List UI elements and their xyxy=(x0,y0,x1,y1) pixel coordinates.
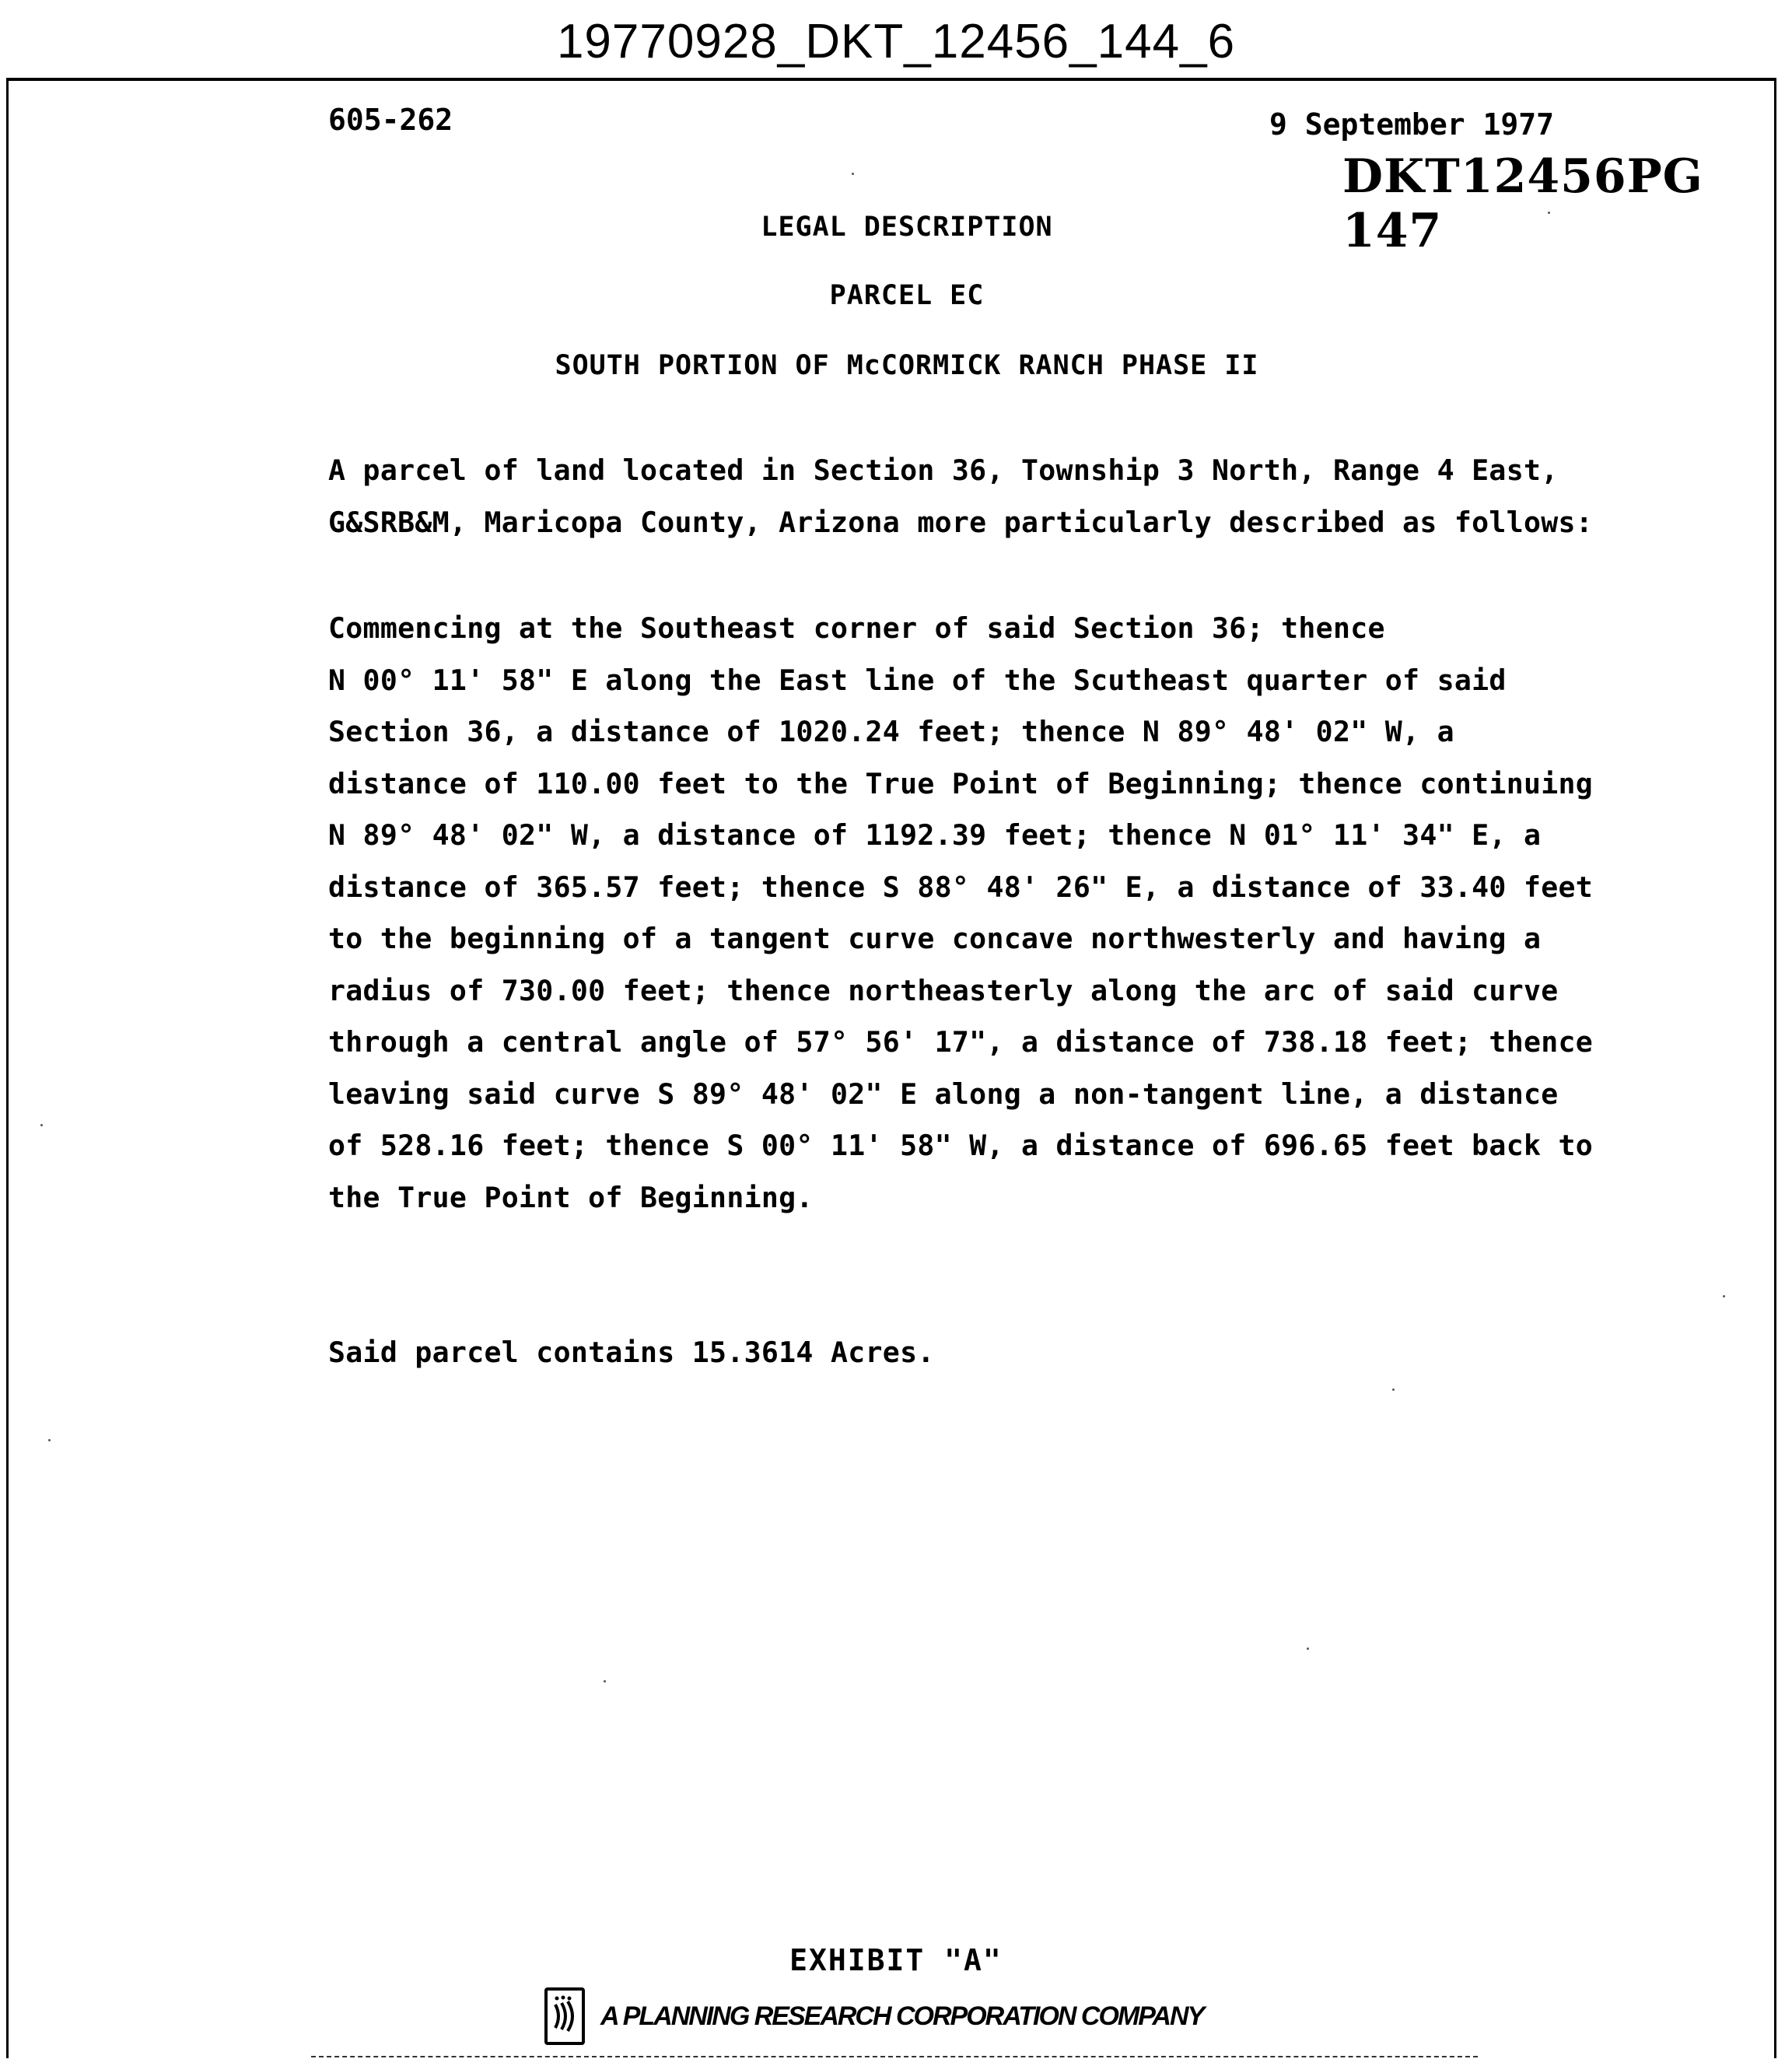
exhibit-label: EXHIBIT "A" xyxy=(789,1943,1003,1977)
company-logo-icon xyxy=(544,1987,585,2045)
docket-stamp: DKT12456PG 147 xyxy=(1342,149,1703,258)
document-date: 9 September 1977 xyxy=(1269,107,1555,142)
paragraph-line: to the beginning of a tangent curve concave northwesterly and having a xyxy=(328,922,1542,955)
document-id-header: 19770928_DKT_12456_144_6 xyxy=(556,15,1236,68)
paragraph-line: distance of 110.00 feet to the True Point of Beginning; thence continuing xyxy=(328,766,1594,800)
paragraph-line: of 528.16 feet; thence S 00° 11' 58" W, a distance of 696.65 feet back to xyxy=(328,1129,1594,1162)
paragraph-line: G&SRB&M, Maricopa County, Arizona more particularly described as follows: xyxy=(328,505,1594,539)
paragraph-line: radius of 730.00 feet; thence northeasterly along the arc of said curve xyxy=(328,973,1559,1007)
parcel-heading: PARCEL EC xyxy=(829,280,985,311)
scan-speck xyxy=(48,1439,51,1441)
scan-speck xyxy=(1307,1648,1309,1650)
paragraph-line: Said parcel contains 15.3614 Acres. xyxy=(328,1336,935,1369)
company-name: A PLANNING RESEARCH CORPORATION COMPANY xyxy=(600,2001,1204,2031)
paragraph-line: N 89° 48' 02" W, a distance of 1192.39 feet; thence N 01° 11' 34" E, a xyxy=(328,818,1542,852)
metes-and-bounds-paragraph xyxy=(328,603,1666,1224)
scan-speck xyxy=(604,1680,606,1683)
scan-speck xyxy=(852,173,854,175)
paragraph-line: Section 36, a distance of 1020.24 feet; thence N 89° 48' 02" W, a xyxy=(328,715,1454,748)
parcel-location-paragraph xyxy=(328,445,1666,548)
scan-speck xyxy=(1548,212,1550,214)
location-heading: SOUTH PORTION OF McCORMICK RANCH PHASE II xyxy=(555,350,1259,381)
scan-bottom-edge xyxy=(311,2056,1478,2057)
reference-number: 605-262 xyxy=(328,103,453,137)
paragraph-line: A parcel of land located in Section 36, Township 3 North, Range 4 East, xyxy=(328,453,1559,487)
scan-speck xyxy=(40,1124,43,1126)
acreage-paragraph xyxy=(328,1327,1666,1379)
paragraph-line: leaving said curve S 89° 48' 02" E along a non-tangent line, a distance xyxy=(328,1077,1559,1111)
paragraph-line: Commencing at the Southeast corner of said Section 36; thence xyxy=(328,611,1385,645)
paragraph-line: the True Point of Beginning. xyxy=(328,1180,814,1214)
legal-description-heading: LEGAL DESCRIPTION xyxy=(761,212,1053,243)
scan-speck xyxy=(1723,1295,1725,1297)
company-footer xyxy=(544,1987,1203,2045)
scan-speck xyxy=(1392,1388,1395,1391)
paragraph-line: through a central angle of 57° 56' 17", a distance of 738.18 feet; thence xyxy=(328,1025,1594,1059)
paragraph-line: N 00° 11' 58" E along the East line of the Scutheast quarter of said xyxy=(328,663,1507,697)
paragraph-line: distance of 365.57 feet; thence S 88° 48' 26" E, a distance of 33.40 feet xyxy=(328,870,1594,904)
